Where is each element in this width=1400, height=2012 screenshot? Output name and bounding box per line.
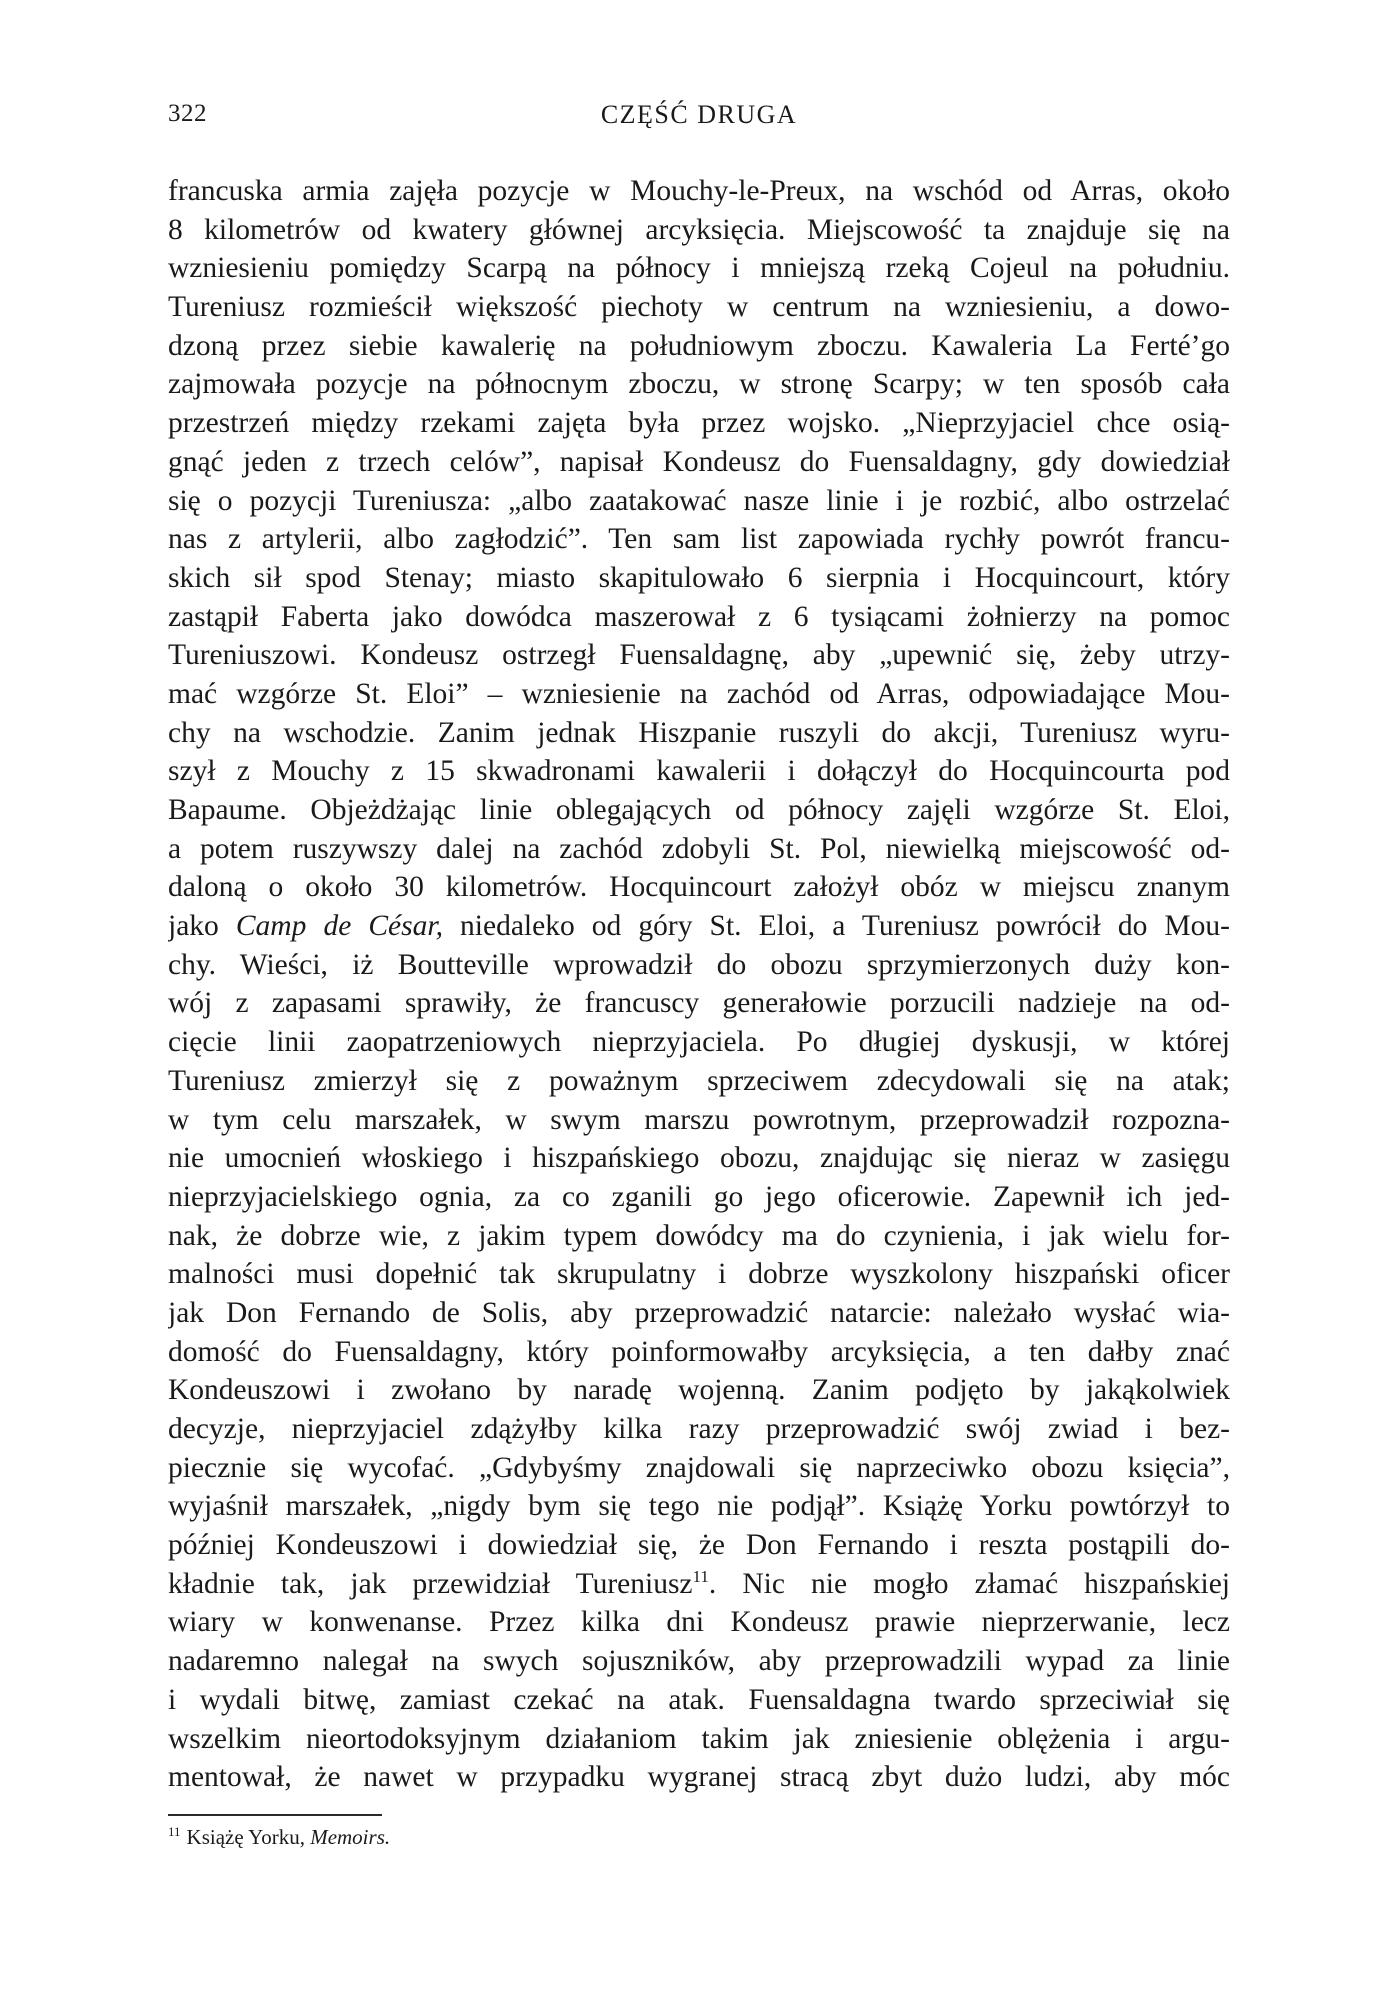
text-line: wyjaśnił marszałek, „nigdy bym się tego nie podjął”. Książę Yorku powtórzył to	[168, 1490, 1230, 1523]
footnote-text: Książę Yorku,	[186, 1825, 311, 1849]
page-number: 322	[168, 100, 207, 127]
text-line: Tureniuszowi. Kondeusz ostrzegł Fuensaldagnę, aby „upewnić się, żeby utrzy-	[168, 639, 1230, 672]
line-segment: niedaleko od góry St. Eloi, a Tureniusz powrócił do Mou-	[442, 910, 1230, 943]
line-segment: jako	[168, 910, 236, 943]
text-line: wszelkim nieortodoksyjnym działaniom takim jak zniesienie oblężenia i argu-	[168, 1722, 1230, 1755]
text-line: 8 kilometrów od kwatery głównej arcyksięcia. Miejscowość ta znajduje się na	[168, 213, 1230, 246]
text-line: nas z artylerii, albo zagłodzić”. Ten sam list zapowiada rychły powrót francu-	[168, 523, 1230, 556]
line-segment: kładnie tak, jak przewidział Tureniusz	[168, 1567, 693, 1600]
footnote	[168, 1822, 1230, 1852]
text-line: zastąpił Faberta jako dowódca maszerował z 6 tysiącami żołnierzy na pomoc	[168, 600, 1230, 633]
text-line: chy. Wieści, iż Boutteville wprowadził do obozu sprzymierzonych duży kon-	[168, 948, 1230, 981]
text-line-with-note	[168, 1565, 1230, 1604]
text-line: wzniesieniu pomiędzy Scarpą na północy i mniejszą rzeką Cojeul na południu.	[168, 252, 1230, 285]
footnote-divider	[168, 1814, 382, 1816]
text-line: chy na wschodzie. Zanim jednak Hiszpanie ruszyli do akcji, Tureniusz wyru-	[168, 716, 1230, 749]
text-line: Tureniusz rozmieścił większość piechoty w centrum na wzniesieniu, a dowo-	[168, 291, 1230, 324]
text-line: decyzje, nieprzyjaciel zdążyłby kilka razy przeprowadzić swój zwiad i bez-	[168, 1413, 1230, 1445]
footnote-reference[interactable]: 11	[692, 1566, 709, 1586]
text-line: wiary w konwenanse. Przez kilka dni Kondeusz prawie nieprzerwanie, lecz	[168, 1606, 1230, 1639]
footnote-italic-title: Memoirs.	[310, 1825, 391, 1849]
text-line: jak Don Fernando de Solis, aby przeprowadzić natarcie: należało wysłać wia-	[168, 1296, 1230, 1329]
text-line: wój z zapasami sprawiły, że francuscy generałowie porzucili nadzieje na od-	[168, 987, 1230, 1020]
line-segment: . Nic nie mogło złamać hiszpańskiej	[708, 1567, 1230, 1600]
text-line: nie umocnień włoskiego i hiszpańskiego obozu, znajdując się nieraz w zasięgu	[168, 1142, 1230, 1175]
text-line: cięcie linii zaopatrzeniowych nieprzyjaciela. Po długiej dyskusji, w której	[168, 1026, 1230, 1059]
text-line: w tym celu marszałek, w swym marszu powrotnym, przeprowadził rozpozna-	[168, 1103, 1230, 1136]
text-line: przestrzeń między rzekami zajęta była przez wojsko. „Nieprzyjaciel chce osią-	[168, 407, 1230, 440]
text-line: a potem ruszywszy dalej na zachód zdobyli St. Pol, niewielką miejscowość od-	[168, 832, 1230, 865]
footnote-number: 11	[168, 1824, 181, 1839]
text-line: Kondeuszowi i zwołano by naradę wojenną. Zanim podjęto by jakąkolwiek	[168, 1374, 1230, 1407]
text-line: nadaremno nalegał na swych sojuszników, aby przeprowadzili wypad za linie	[168, 1645, 1230, 1678]
text-line: dzoną przez siebie kawalerię na południowym zboczu. Kawaleria La Ferté’go	[168, 329, 1230, 362]
text-line: zajmowała pozycje na północnym zboczu, w stronę Scarpy; w ten sposób cała	[168, 368, 1230, 401]
text-line: domość do Fuensaldagny, który poinformowałby arcyksięcia, a ten dałby znać	[168, 1335, 1230, 1368]
text-line: Bapaume. Objeżdżając linie oblegających od północy zajęli wzgórze St. Eloi,	[168, 794, 1230, 826]
text-line: piecznie się wycofać. „Gdybyśmy znajdowali się naprzeciwko obozu księcia”,	[168, 1451, 1230, 1484]
text-line: się o pozycji Tureniusza: „albo zaatakować nasze linie i je rozbić, albo ostrzelać	[168, 484, 1230, 517]
text-line: Tureniusz zmierzył się z poważnym sprzeciwem zdecydowali się na atak;	[168, 1064, 1230, 1097]
text-line-with-italic	[168, 907, 1230, 946]
text-line: malności musi dopełnić tak skrupulatny i dobrze wyszkolony hiszpański oficer	[168, 1258, 1230, 1291]
italic-title: Camp de César,	[235, 910, 443, 943]
chapter-title: CZĘŚĆ DRUGA	[600, 100, 798, 129]
text-line: daloną o około 30 kilometrów. Hocquincourt założył obóz w miejscu znanym	[168, 871, 1230, 904]
text-line: i wydali bitwę, zamiast czekać na atak. Fuensaldagna twardo sprzeciwiał się	[168, 1683, 1230, 1716]
text-line: francuska armia zajęła pozycje w Mouchy-le-Preux, na wschód od Arras, około	[168, 175, 1230, 207]
running-head	[168, 100, 1230, 140]
text-line: gnąć jeden z trzech celów”, napisał Kondeusz do Fuensaldagny, gdy dowiedział	[168, 445, 1230, 478]
text-line: nieprzyjacielskiego ognia, za co zganili go jego oficerowie. Zapewnił ich jed-	[168, 1180, 1230, 1213]
text-line: mentował, że nawet w przypadku wygranej stracą zbyt dużo ludzi, aby móc	[168, 1761, 1230, 1794]
text-line: mać wzgórze St. Eloi” – wzniesienie na zachód od Arras, odpowiadające Mou-	[168, 677, 1230, 710]
body-text	[168, 172, 1230, 1797]
text-line: szył z Mouchy z 15 skwadronami kawalerii i dołączył do Hocquincourta pod	[168, 755, 1230, 788]
text-line: skich sił spod Stenay; miasto skapitulowało 6 sierpnia i Hocquincourt, który	[168, 561, 1230, 594]
text-line: później Kondeuszowi i dowiedział się, że Don Fernando i reszta postąpili do-	[168, 1529, 1230, 1562]
text-line: nak, że dobrze wie, z jakim typem dowódcy ma do czynienia, i jak wielu for-	[168, 1219, 1230, 1252]
